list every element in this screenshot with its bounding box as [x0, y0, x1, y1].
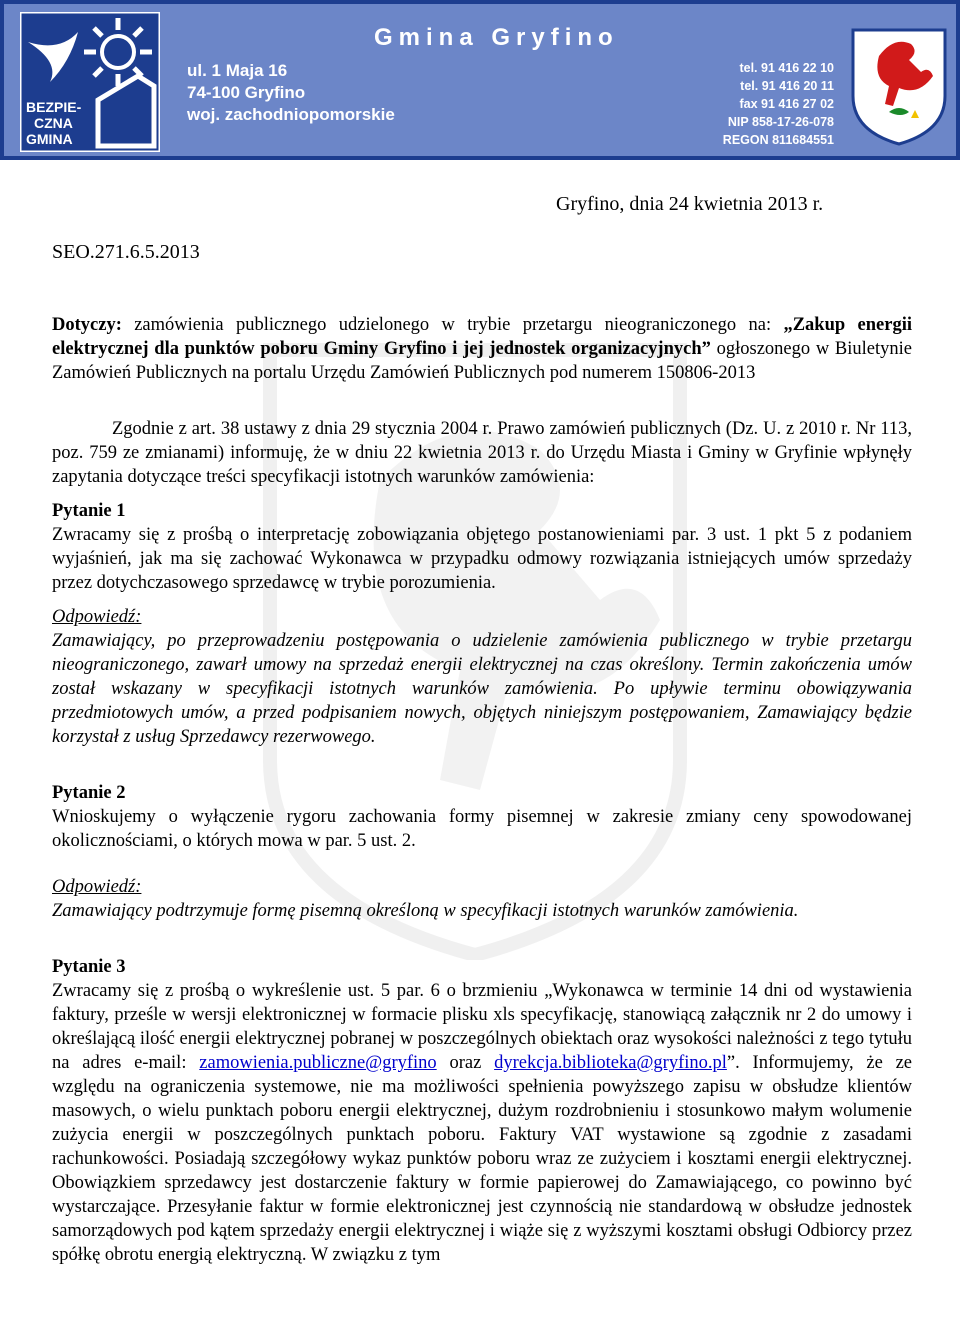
safe-municipality-logo	[20, 12, 160, 152]
document-reference: SEO.271.6.5.2013	[52, 241, 200, 263]
logo-text-line3: GMINA	[26, 131, 73, 147]
document-date: Gryfino, dnia 24 kwietnia 2013 r.	[556, 193, 824, 215]
municipality-title: Gmina Gryfino	[374, 24, 619, 51]
address-region: woj. zachodniopomorskie	[187, 105, 395, 124]
answer-2-label-text: Odpowiedź:	[52, 877, 142, 897]
contact-regon: REGON 811684551	[722, 133, 834, 147]
answer-2-text: Zamawiający podtrzymuje formę pisemną określoną w specyfikacji istotnych warunków zamówienia.	[52, 901, 799, 921]
question-1-heading-text: Pytanie 1	[52, 501, 126, 521]
email-link-biblioteka[interactable]: dyrekcja.biblioteka@gryfino.pl	[494, 1053, 727, 1073]
subject-paragraph	[52, 313, 912, 385]
question-1-text: Zwracamy się z prośbą o interpretację zobowiązania objętego postanowieniami par. 3 ust. 1 pkt 5 z podaniem wyjaśnień, jak ma się zachować Wykonawca w przypadku odmowy rozwiązania istniejących umów sprzedaży przez dotychczasowego sprzedawcę w trybie porozumienia.	[52, 525, 912, 593]
answer-1-label-text: Odpowiedź:	[52, 607, 142, 627]
question-3-part3: ”. Informujemy, że ze względu na ograniczenia systemowe, nie ma możliwości spełnienia powyższego zapisu w obsłudze klientów masowych, o wielu punktach poboru energii elektrycznej, dużym rozdrobnieniu i stosunkowo małym wolumenie zużycia energii w poszczególnych punktach poboru. Faktury VAT wystawione są zgodnie z zasadami rachunkowości. Posiadają szczegółowy wykaz punktów poboru wraz ze zużyciem i kosztami energii elektrycznej. Obowiązkiem sprzedawcy jest dostarczenie faktury w formie papierowej do Zamawiającego, co powinno być wystarczające. Przesyłanie faktur w formie elektronicznej jest czynnością nie standardową w obsłudze jednostek samorządowych pod kątem sprzedaży energii elektrycznej i wiąże się z wyższymi kosztami obsługi Odbiorcy przez spółkę obrotu energią elektryczną. W związku z tym	[52, 1053, 913, 1265]
subject-rest: ogłoszonego w Biuletynie Zamówień Publicznych na portalu Urzędu Zamówień Publicznych pod numerem 150806-2013	[52, 339, 912, 383]
address-street: ul. 1 Maja 16	[187, 61, 288, 80]
griffin-coat-of-arms-icon	[849, 26, 949, 146]
contact-nip: NIP 858-17-26-078	[727, 115, 834, 129]
answer-1-label	[52, 605, 912, 629]
contact-fax: fax 91 416 27 02	[739, 97, 834, 111]
address-city: 74-100 Gryfino	[187, 83, 306, 102]
subject-label: Dotyczy:	[52, 315, 122, 335]
question-2-heading	[52, 781, 912, 805]
question-1-heading	[52, 499, 912, 523]
intro-paragraph: Zgodnie z art. 38 ustawy z dnia 29 stycznia 2004 r. Prawo zamówień publicznych (Dz. U. z 2010 r. Nr 113, poz. 759 ze zmianami) informuję, że w dniu 22 kwietnia 2013 r. do Urzędu Miasta i Gminy w Gryfinie wpłynęły zapytania dotyczące treści specyfikacji istotnych warunków zamówienia:	[52, 419, 912, 487]
question-2-heading-text: Pytanie 2	[52, 783, 126, 803]
question-2-text: Wnioskujemy o wyłączenie rygoru zachowania formy pisemnej w zakresie zmiany ceny spowodowanej okolicznościami, o których mowa w par. 5 ust. 2.	[52, 807, 912, 851]
document-body	[52, 313, 912, 1267]
subject-title: „Zakup energii elektrycznej dla punktów poboru Gminy Gryfino i jej jednostek organizacyjnych”	[52, 315, 912, 359]
email-link-zamowienia[interactable]: zamowienia.publiczne@gryfino	[199, 1053, 437, 1073]
answer-2-label	[52, 875, 912, 899]
contact-phone-2: tel. 91 416 20 11	[740, 79, 834, 93]
logo-text-line2: CZNA	[34, 115, 73, 131]
address-block	[187, 60, 395, 126]
question-3-heading	[52, 955, 912, 979]
subject-text: zamówienia publicznego udzielonego w trybie przetargu nieograniczonego na:	[121, 315, 784, 335]
letterhead-inner	[4, 4, 956, 156]
question-3-part1: Zwracamy się z prośbą o wykreślenie ust. 5 par. 6 o brzmieniu „Wykonawca w terminie 14 dni od wystawienia faktury, prześle w wersji elektronicznej w formacie plisku xls specyfikację, stanowiącą załącznik nr 2 do umowy i określającą ilość energii elektrycznej pobranej w poszczególnych obiektach oraz wysokości należności z tego tytułu na adres e-mail:	[52, 981, 912, 1073]
letterhead-banner	[0, 0, 960, 160]
answer-1-text: Zamawiający, po przeprowadzeniu postępowania o udzielenie zamówienia publicznego w trybie przetargu nieograniczonego, zawarł umowy na sprzedaż energii elektrycznej na czas określony. Termin zakończenia umów został wskazany w specyfikacji istotnych warunków zamówienia. Po upływie terminu obowiązywania przedmiotowych umów, a przed podpisaniem nowych, objętych niniejszym postępowaniem, Zamawiający będzie korzystał z usług Sprzedawcy rezerwowego.	[52, 631, 912, 747]
question-3-heading-text: Pytanie 3	[52, 957, 126, 977]
question-3-part2: oraz	[436, 1053, 495, 1073]
question-3-text	[52, 979, 912, 1267]
contact-block	[694, 59, 834, 149]
contact-phone-1: tel. 91 416 22 10	[739, 61, 834, 75]
logo-text-line1: BEZPIE-	[26, 99, 82, 115]
